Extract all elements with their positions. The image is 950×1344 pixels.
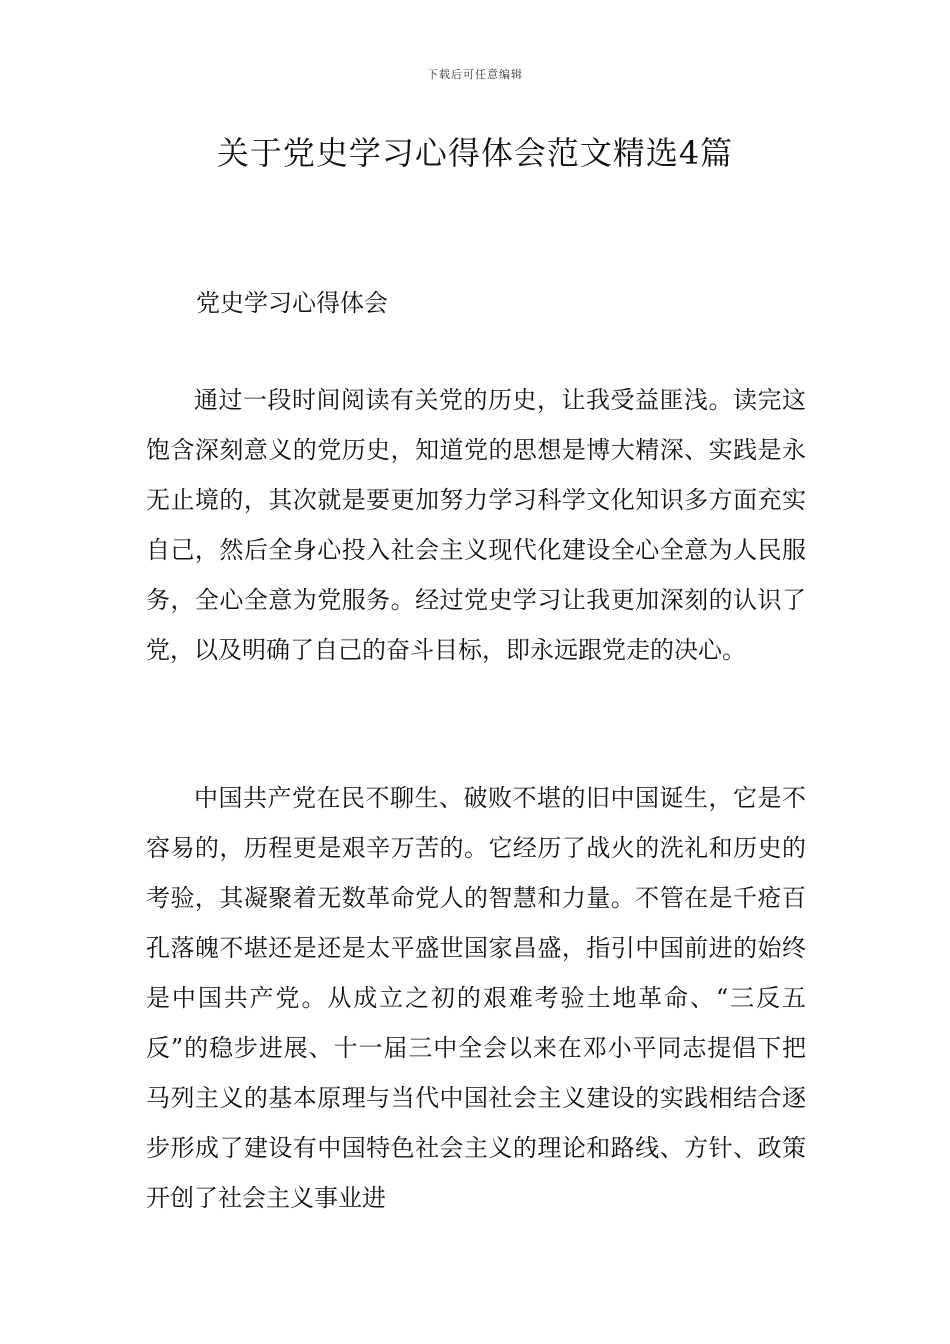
body-paragraph-1: 通过一段时间阅读有关党的历史，让我受益匪浅。读完这饱含深刻意义的党历史，知道党的思想是博大精深、实践是永无止境的，其次就是要更加努力学习科学文化知识多方面充实自己，然后全身心投入社会主义现代化建设全心全意为人民服务，全心全意为党服务。经过党史学习让我更加深刻的认识了党，以及明确了自己的奋斗目标，即永远跟党走的决心。 (146, 386, 806, 664)
header-note: 下载后可任意编辑 (427, 68, 523, 81)
body-paragraph-2: 中国共产党在民不聊生、破败不堪的旧中国诞生，它是不容易的，历程更是艰辛万苦的。它经历了战火的洗礼和历史的考验，其凝聚着无数革命党人的智慧和力量。不管在是千疮百孔落魄不堪还是还是太平盛世国家昌盛，指引中国前进的始终是中国共产党。从成立之初的艰难考验土地革命、“三反五反”的稳步进展、十一届三中全会以来在邓小平同志提倡下把马列主义的基本原理与当代中国社会主义建设的实践相结合逐步形成了建设有中国特色社会主义的理论和路线、方针、政策开创了社会主义事业进 (146, 784, 806, 1212)
section-heading: 党史学习心得体会 (196, 289, 388, 317)
document-title: 关于党史学习心得体会范文精选4篇 (216, 134, 734, 172)
